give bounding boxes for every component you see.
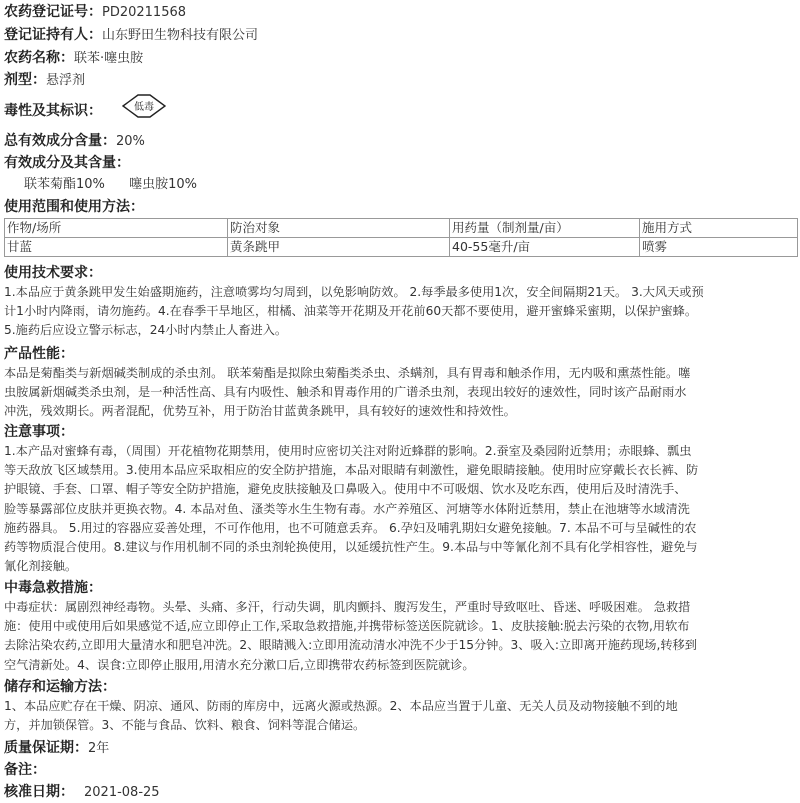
text-line: 5.施药后应设立警示标志，24小时内禁止人畜进入。 [4, 323, 288, 338]
properties-label: 产品性能： [4, 346, 74, 362]
approval-date-value: 2021-08-25 [84, 785, 160, 800]
first-aid-label-row [4, 578, 796, 599]
approval-date-label: 核准日期： [4, 784, 74, 800]
technique-label: 使用技术要求： [4, 265, 102, 281]
text-line: 药等物质混合使用。8.建议与作用机制不同的杀虫剂轮换使用，以延缓抗性产生。9.本品与中等氰化剂不具有化学相容性，避免与 [4, 540, 698, 555]
usage-label: 使用范围和使用方法： [4, 199, 144, 215]
text-line: 护眼镜、手套、口罩、帽子等安全防护措施，避免皮肤接触及口鼻吸入。使用中不可吸烟、饮水及吃东西，使用后及时清洗手、 [4, 482, 687, 497]
text-line: 方，并加锁保管。3、不能与食品、饮料、粮食、饲料等混合储运。 [4, 718, 366, 733]
usage-label-row [4, 197, 796, 218]
first-aid-text [4, 598, 794, 675]
ingredients-list [24, 175, 796, 195]
warranty-label: 质量保证期： [4, 740, 88, 756]
ingredients-label-row [4, 153, 796, 174]
usage-table [4, 218, 798, 257]
table-cell: 甘蓝 [5, 238, 228, 257]
total-content-value: 20% [116, 134, 145, 149]
pesticide-name-value: 联苯·噻虫胺 [74, 51, 144, 66]
ingredient-1-amount: 10% [76, 177, 105, 192]
total-content-row [4, 131, 796, 152]
text-line: 计1小时内降雨，请勿施药。4.在春季干旱地区，柑橘、油菜等开花期及开花前60天都不要使用，避开蜜蜂采蜜期，以保护蜜蜂。 [4, 304, 698, 319]
warranty-row [4, 738, 796, 759]
table-header-cell: 用药量（制剂量/亩） [450, 219, 640, 238]
properties-text [4, 364, 794, 422]
ingredient-1-name: 联苯菊酯 [24, 177, 77, 192]
text-line: 1.本产品对蜜蜂有毒，（周围）开花植物花期禁用，使用时应密切关注对附近蜂群的影响。2.蚕室及桑园附近禁用；赤眼蜂、瓢虫 [4, 444, 692, 458]
pesticide-name-label: 农药名称： [4, 50, 74, 66]
holder-value: 山东野田生物科技有限公司 [102, 28, 259, 43]
pesticide-name-row [4, 48, 796, 69]
registration-label: 农药登记证号： [4, 4, 102, 20]
warranty-value: 2年 [88, 741, 110, 756]
properties-label-row [4, 344, 796, 365]
remarks-label: 备注： [4, 762, 46, 778]
formulation-row [4, 70, 796, 91]
formulation-value: 悬浮剂 [46, 73, 86, 88]
text-line: 等天敌放飞区域禁用。3.使用本品应采取相应的安全防护措施，本品对眼睛有刺激性，避免眼睛接触。使用时应穿戴长衣长裤、防 [4, 463, 699, 478]
low-toxicity-diamond-icon [122, 94, 166, 129]
ingredient-2-amount: 10% [168, 177, 197, 192]
storage-text [4, 697, 794, 735]
text-line: 1、本品应贮存在干燥、阴凉、通风、防雨的库房中，远离火源或热源。2、本品应当置于儿童、无关人员及动物接触不到的地 [4, 699, 678, 713]
first-aid-label: 中毒急救措施： [4, 580, 102, 596]
toxicity-badge-text: 低毒 [134, 102, 155, 113]
text-line: 中毒症状：属剧烈神经毒物。头晕、头痛、多汗，行动失调，肌肉颤抖、腹泻发生，严重时导致呕吐、昏迷、呼吸困难。 急救措 [4, 600, 691, 614]
holder-label: 登记证持有人： [4, 27, 102, 43]
text-line: 施：使用中或使用后如果感觉不适,应立即停止工作,采取急救措施,并携带标签送医院就诊。1、皮肤接触:脱去污染的衣物,用软布 [4, 619, 690, 634]
table-header-cell: 作物/场所 [5, 219, 228, 238]
toxicity-label: 毒性及其标识： [4, 103, 102, 119]
text-line: 本品是菊酯类与新烟碱类制成的杀虫剂。 联苯菊酯是拟除虫菊酯类杀虫、杀螨剂，具有胃毒和触杀作用，无内吸和熏蒸性能。噻 [4, 366, 691, 380]
toxicity-row [4, 94, 796, 122]
table-header-row [5, 219, 798, 238]
table-cell: 喷雾 [640, 238, 798, 257]
text-line: 施药器具。 5.用过的容器应妥善处理，不可作他用，也不可随意丢弃。 6.孕妇及哺乳期妇女避免接触。7. 本品不可与呈碱性的农 [4, 520, 697, 535]
total-content-label: 总有效成分含量： [4, 133, 116, 149]
text-line: 空气清新处。4、误食:立即停止服用,用清水充分漱口后,立即携带农药标签到医院就诊。 [4, 657, 475, 672]
text-line: 冲洗，残效期长。两者混配，优势互补，用于防治甘蓝黄条跳甲，具有较好的速效性和持效性。 [4, 404, 516, 419]
table-cell: 40-55毫升/亩 [450, 238, 640, 257]
technique-text [4, 283, 794, 341]
text-line: 氰化剂接触。 [4, 559, 78, 574]
table-row [5, 238, 798, 257]
registration-row [4, 2, 796, 23]
storage-label-row [4, 677, 796, 698]
table-header-cell: 施用方式 [640, 219, 798, 238]
remarks-row [4, 760, 796, 781]
registration-value: PD20211568 [102, 5, 187, 20]
ingredients-label: 有效成分及其含量： [4, 155, 130, 171]
text-line: 1.本品应于黄条跳甲发生始盛期施药，注意喷雾均匀周到，以免影响防效。 2.每季最多使用1次，安全间隔期21天。 3.大风天或预 [4, 285, 704, 299]
holder-row [4, 25, 796, 46]
table-cell: 黄条跳甲 [228, 238, 450, 257]
table-header-cell: 防治对象 [228, 219, 450, 238]
precautions-text [4, 442, 794, 576]
text-line: 脸等暴露部位皮肤并更换衣物。4. 本品对鱼、溞类等水生生物有毒。水产养殖区、河塘等水体附近禁用，禁止在池塘等水域清洗 [4, 501, 690, 516]
text-line: 虫胺属新烟碱类杀虫剂，是一种活性高、具有内吸性、触杀和胃毒作用的广谱杀虫剂，表现出较好的速效性，同时该产品耐雨水 [4, 385, 687, 400]
precautions-label-row [4, 422, 796, 443]
technique-label-row [4, 263, 796, 284]
storage-label: 储存和运输方法： [4, 679, 116, 695]
ingredient-2-name: 噻虫胺 [129, 177, 169, 192]
precautions-label: 注意事项： [4, 424, 74, 440]
formulation-label: 剂型： [4, 72, 46, 88]
text-line: 去除沾染农药,立即用大量清水和肥皂冲洗。2、眼睛溅入:立即用流动清水冲洗不少于15分钟。3、吸入:立即离开施药现场,转移到 [4, 638, 697, 653]
